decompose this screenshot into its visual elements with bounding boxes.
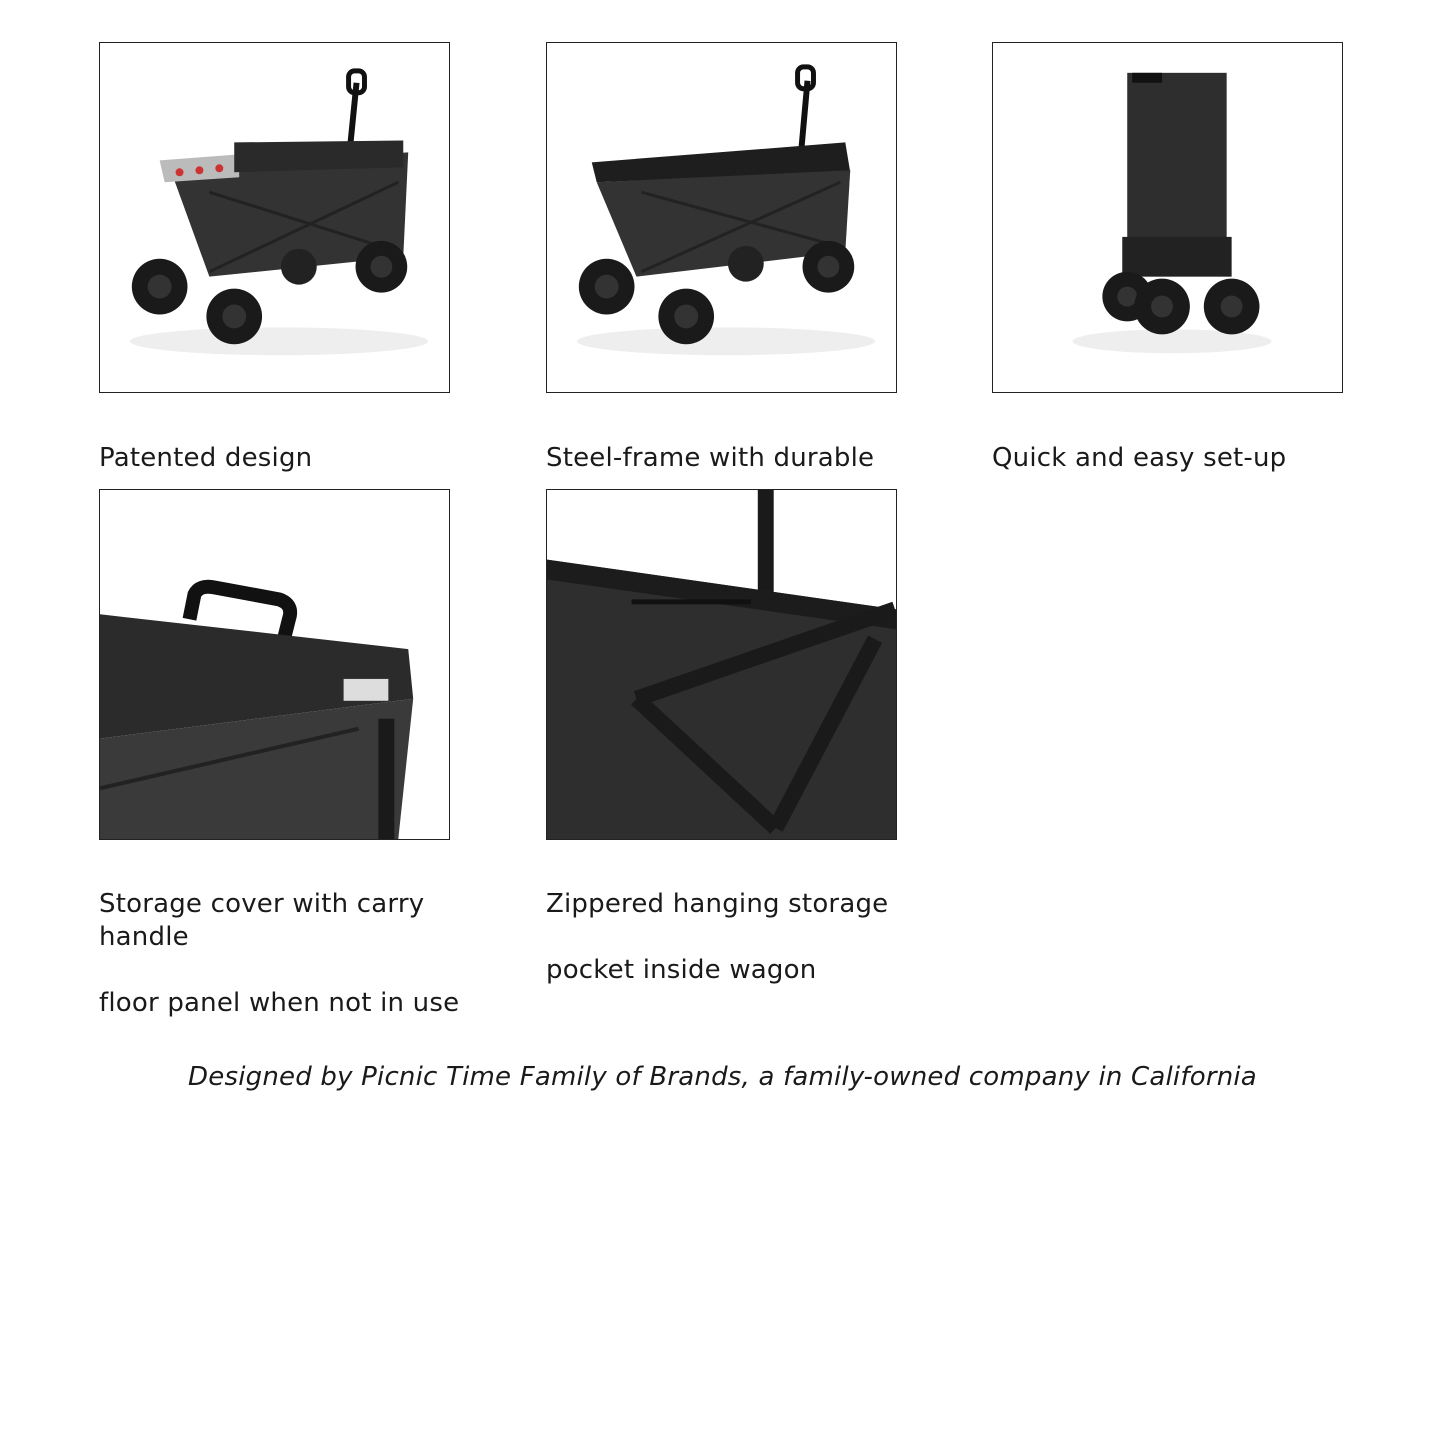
wagon-covered-icon [547, 43, 896, 392]
feature-image-2 [546, 42, 897, 393]
wagon-with-cooler-icon [100, 43, 449, 392]
feature-caption-5: Zippered hanging storage pocket inside wagon [546, 889, 889, 985]
wagon-folded-icon [993, 43, 1342, 392]
feature-caption-2: Steel-frame with durable [546, 443, 875, 473]
feature-image-3 [992, 42, 1343, 393]
feature-image-1 [99, 42, 450, 393]
feature-caption-3: Quick and easy set-up [992, 443, 1287, 473]
feature-caption-1: Patented design [99, 443, 313, 473]
feature-image-4 [99, 489, 450, 840]
pocket-closeup-icon [547, 490, 896, 839]
cover-handle-closeup-icon [100, 490, 449, 839]
feature-caption-4: Storage cover with carry handle floor panel when not in use [99, 889, 460, 1018]
feature-image-5 [546, 489, 897, 840]
footer-credit: Designed by Picnic Time Family of Brands, a family-owned company in California [188, 1062, 1257, 1092]
